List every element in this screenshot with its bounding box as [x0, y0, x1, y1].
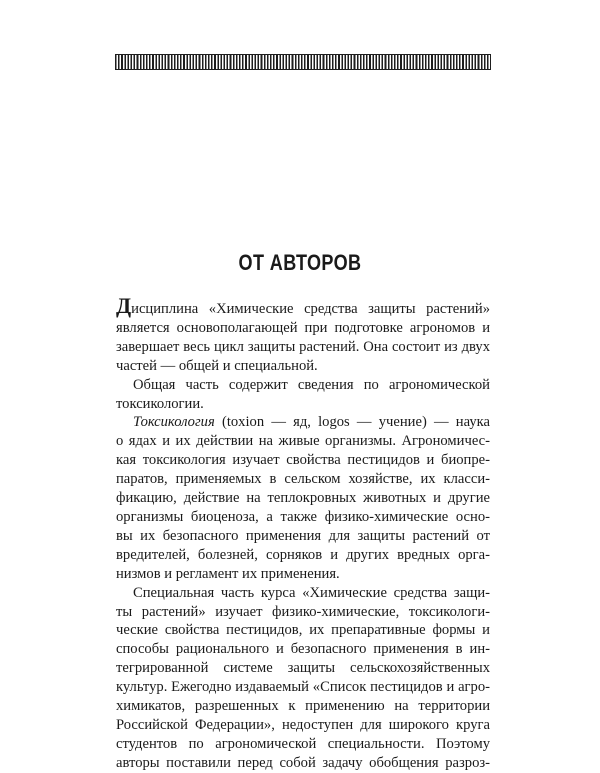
line-text: ты растений» изучает физико-химические, токсикологи- [116, 603, 490, 620]
line-text: студентов по агрономической специальности. Поэтому [116, 735, 490, 752]
text-line [116, 293, 490, 319]
text-line [116, 376, 490, 395]
section-heading: ОТ АВТОРОВ [238, 250, 362, 275]
text-line [116, 659, 490, 678]
line-text: организмы биоценоза, а также физико-химические осно- [116, 508, 490, 525]
line-text: завершает весь цикл защиты растений. Она состоит из двух [116, 338, 490, 355]
text-line [116, 716, 490, 735]
text-line [116, 413, 490, 432]
text-line [116, 338, 490, 357]
line-text: токсикологии. [116, 395, 204, 412]
line-text: ческие свойства пестицидов, их препаративные формы и [116, 622, 490, 639]
line-text: паратов, применяемых в сельском хозяйстве, их класси- [116, 471, 490, 488]
line-text: Общая часть содержит сведения по агрономической [133, 376, 490, 393]
line-text: о ядах и их действии на живые организмы. Агрономичес- [116, 433, 490, 450]
text-line [116, 470, 490, 489]
text-line [116, 678, 490, 697]
text-line [116, 603, 490, 622]
line-text: культур. Ежегодно издаваемый «Список пестицидов и агро- [116, 679, 490, 696]
body-text [116, 293, 490, 773]
text-line [116, 754, 490, 773]
text-line [116, 584, 490, 603]
italic-term: Токсикология [133, 414, 215, 431]
text-line [116, 432, 490, 451]
text-line [116, 735, 490, 754]
text-line [116, 565, 490, 584]
line-text: Российской Федерации», недоступен для широкого круга [116, 716, 490, 733]
line-text: способы рационального и безопасного применения в ин- [116, 641, 490, 658]
line-text: тегрированной системе защиты сельскохозяйственных [116, 660, 490, 677]
line-text: авторы поставили перед собой задачу обобщения разроз- [116, 754, 490, 771]
line-text: является основополагающей при подготовке агрономов и [116, 319, 490, 336]
line-text: Специальная часть курса «Химические средства защи- [133, 584, 490, 601]
line-text: вредителей, болезней, сорняков и других вредных орга- [116, 546, 490, 563]
drop-cap-letter: Д [116, 293, 132, 318]
text-line [116, 508, 490, 527]
text-line [116, 546, 490, 565]
text-line [116, 527, 490, 546]
line-text: фикацию, действие на теплокровных животных и другие [116, 490, 490, 507]
line-text: вы их безопасного применения для защиты растений от [116, 527, 490, 544]
line-text: частей — общей и специальной. [116, 357, 318, 374]
text-line [116, 621, 490, 640]
text-line [116, 357, 490, 376]
line-text: (toxion — яд, logos — учение) — наука [214, 414, 490, 431]
text-line [116, 697, 490, 716]
text-line [116, 489, 490, 508]
text-line [116, 451, 490, 470]
text-line [116, 640, 490, 659]
decorative-header-band [115, 54, 491, 70]
line-text: химикатов, разрешенных к применению на территории [116, 698, 490, 715]
line-text: исциплина «Химические средства защиты растений» [131, 301, 490, 317]
line-text: кая токсикология изучает свойства пестицидов и биопре- [116, 452, 490, 469]
text-line [116, 395, 490, 414]
line-text: низмов и регламент их применения. [116, 565, 340, 582]
text-line [116, 319, 490, 338]
